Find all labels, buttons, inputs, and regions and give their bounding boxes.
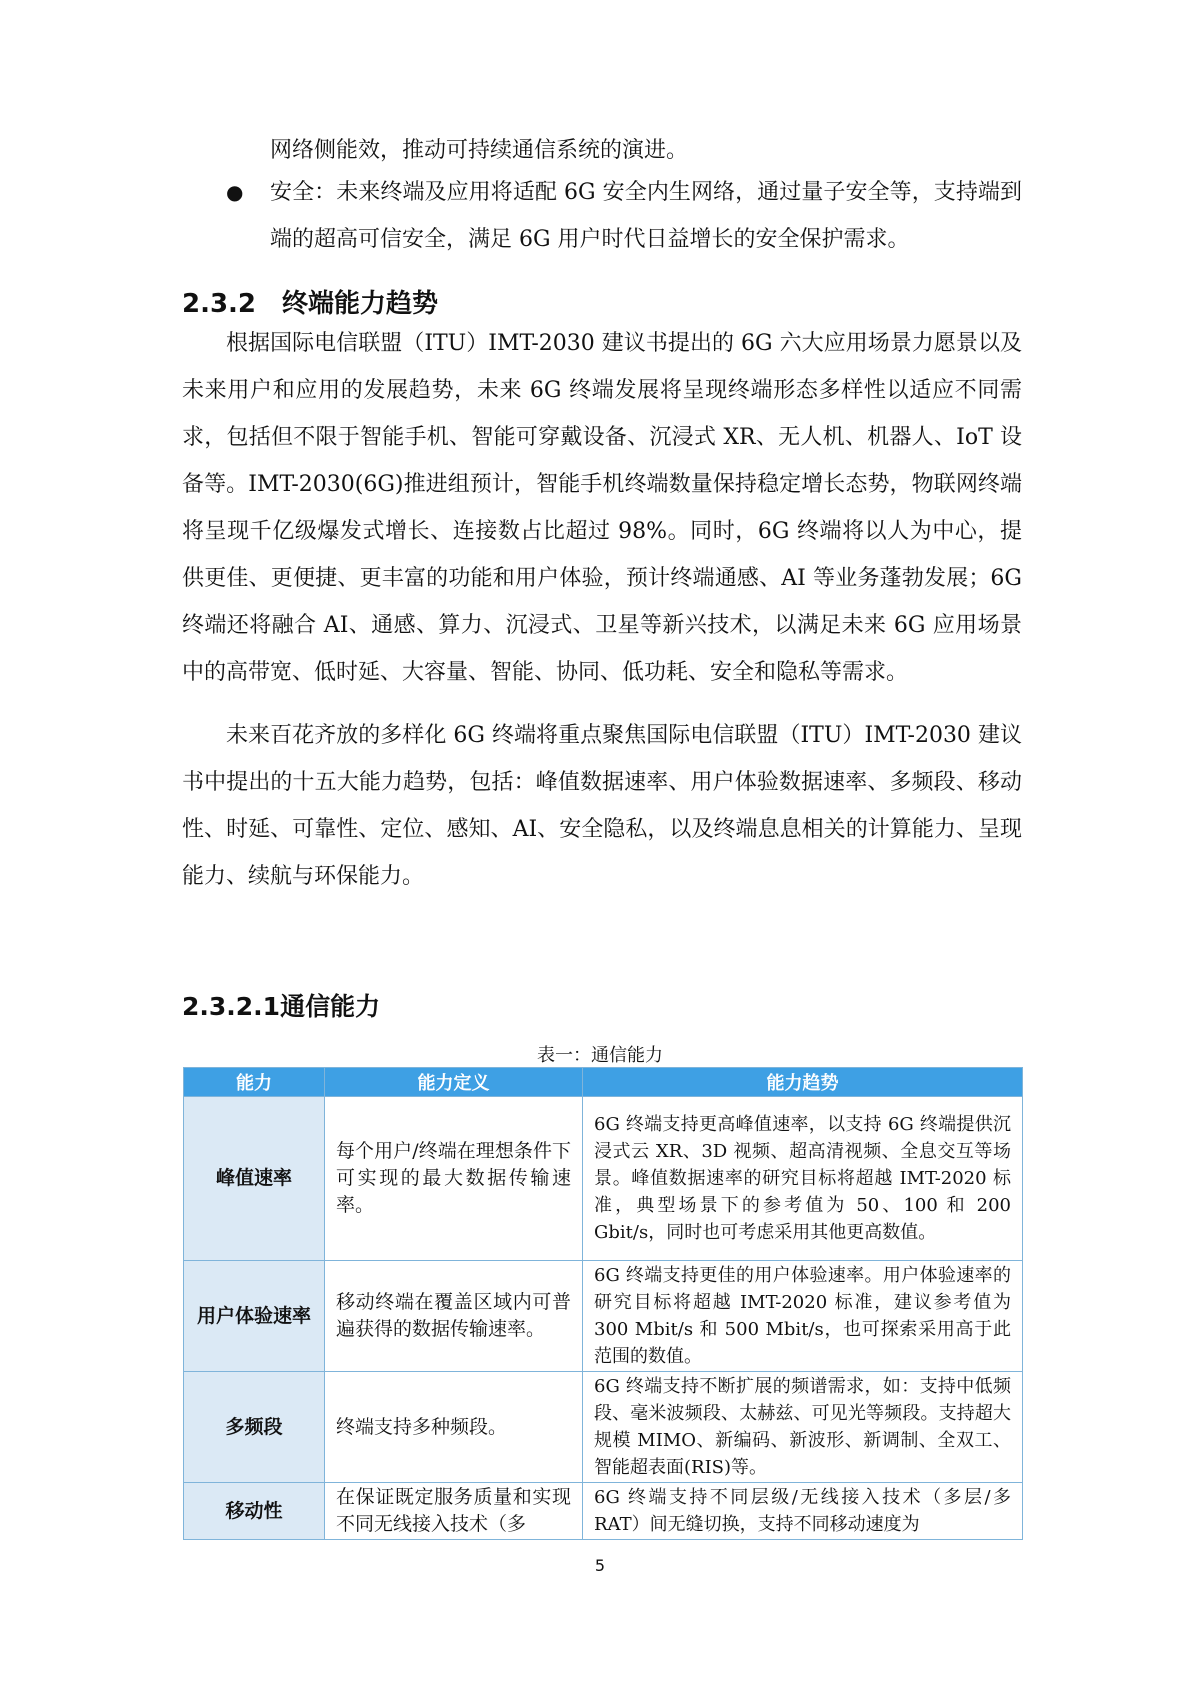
capability-cell: 移动性 bbox=[184, 1483, 325, 1540]
definition-cell: 终端支持多种频段。 bbox=[325, 1372, 583, 1483]
header-definition: 能力定义 bbox=[325, 1068, 583, 1097]
paragraph-1: 根据国际电信联盟（ITU）IMT-2030 建议书提出的 6G 六大应用场景力愿景以及未来用户和应用的发展趋势，未来 6G 终端发展将呈现终端形态多样性以适应不同需求，包括但不限于智能手机、智能可穿戴设备、沉浸式 XR、无人机、机器人、IoT 设备等。IMT-2030(6G)推进组预计，智能手机终端数量保持稳定增长态势，物联网终端将呈现千亿级爆发式增长、连接数占比超过 98%。同时，6G 终端将以人为中心，提供更佳、更便捷、更丰富的功能和用户体验，预计终端通感、AI 等业务蓬勃发展；6G 终端还将融合 AI、通感、算力、沉浸式、卫星等新兴技术，以满足未来 6G 应用场景中的高带宽、低时延、大容量、智能、协同、低功耗、安全和隐私等需求。 bbox=[182, 331, 1022, 685]
section-number: 2.3.2 bbox=[182, 289, 257, 319]
table-header-row bbox=[184, 1068, 1023, 1097]
capability-cell: 峰值速率 bbox=[184, 1097, 325, 1261]
table-row bbox=[184, 1261, 1023, 1372]
section-title: 终端能力趋势 bbox=[282, 289, 439, 319]
table-row bbox=[184, 1097, 1023, 1261]
bullet-dot-icon: ● bbox=[226, 180, 244, 204]
definition-cell: 在保证既定服务质量和实现不同无线接入技术（多 bbox=[325, 1483, 583, 1540]
section-heading-2-3-2-1 bbox=[182, 987, 380, 1023]
header-trend: 能力趋势 bbox=[583, 1068, 1023, 1097]
table-row bbox=[184, 1483, 1023, 1540]
trend-cell: 6G 终端支持不断扩展的频谱需求，如：支持中低频段、毫米波频段、太赫兹、可见光等频段。支持超大规模 MIMO、新编码、新波形、新调制、全双工、智能超表面(RIS)等。 bbox=[583, 1372, 1023, 1483]
subsection-title: 通信能力 bbox=[280, 992, 381, 1021]
paragraph-2: 未来百花齐放的多样化 6G 终端将重点聚焦国际电信联盟（ITU）IMT-2030 建议书中提出的十五大能力趋势，包括：峰值数据速率、用户体验数据速率、多频段、移动性、时延、可靠性、定位、感知、AI、安全隐私，以及终端息息相关的计算能力、呈现能力、续航与环保能力。 bbox=[182, 723, 1022, 889]
bullet-security-text: 安全：未来终端及应用将适配 6G 安全内生网络，通过量子安全等，支持端到端的超高可信安全，满足 6G 用户时代日益增长的安全保护需求。 bbox=[270, 180, 1022, 252]
header-capability: 能力 bbox=[184, 1068, 325, 1097]
capability-cell: 多频段 bbox=[184, 1372, 325, 1483]
table-caption: 表一：通信能力 bbox=[537, 1045, 663, 1066]
definition-cell: 每个用户/终端在理想条件下可实现的最大数据传输速率。 bbox=[325, 1097, 583, 1261]
trend-cell: 6G 终端支持更高峰值速率，以支持 6G 终端提供沉浸式云 XR、3D 视频、超高清视频、全息交互等场景。峰值数据速率的研究目标将超越 IMT-2020 标准，典型场景下的参考值为 50、100 和 200 Gbit/s，同时也可考虑采用其他更高数值。 bbox=[583, 1097, 1023, 1261]
trend-cell: 6G 终端支持更佳的用户体验速率。用户体验速率的研究目标将超越 IMT-2020 标准，建议参考值为 300 Mbit/s 和 500 Mbit/s，也可探索采用高于此范围的数值。 bbox=[583, 1261, 1023, 1372]
bullet-continuation-text: 网络侧能效，推动可持续通信系统的演进。 bbox=[270, 138, 689, 163]
page-number: 5 bbox=[594, 1556, 606, 1575]
subsection-number: 2.3.2.1 bbox=[182, 992, 281, 1021]
communication-capability-table bbox=[183, 1067, 1023, 1540]
definition-cell: 移动终端在覆盖区域内可普遍获得的数据传输速率。 bbox=[325, 1261, 583, 1372]
table-row bbox=[184, 1372, 1023, 1483]
capability-cell: 用户体验速率 bbox=[184, 1261, 325, 1372]
section-heading-2-3-2 bbox=[182, 283, 438, 320]
trend-cell: 6G 终端支持不同层级/无线接入技术（多层/多 RAT）间无缝切换，支持不同移动速度为 bbox=[583, 1483, 1023, 1540]
